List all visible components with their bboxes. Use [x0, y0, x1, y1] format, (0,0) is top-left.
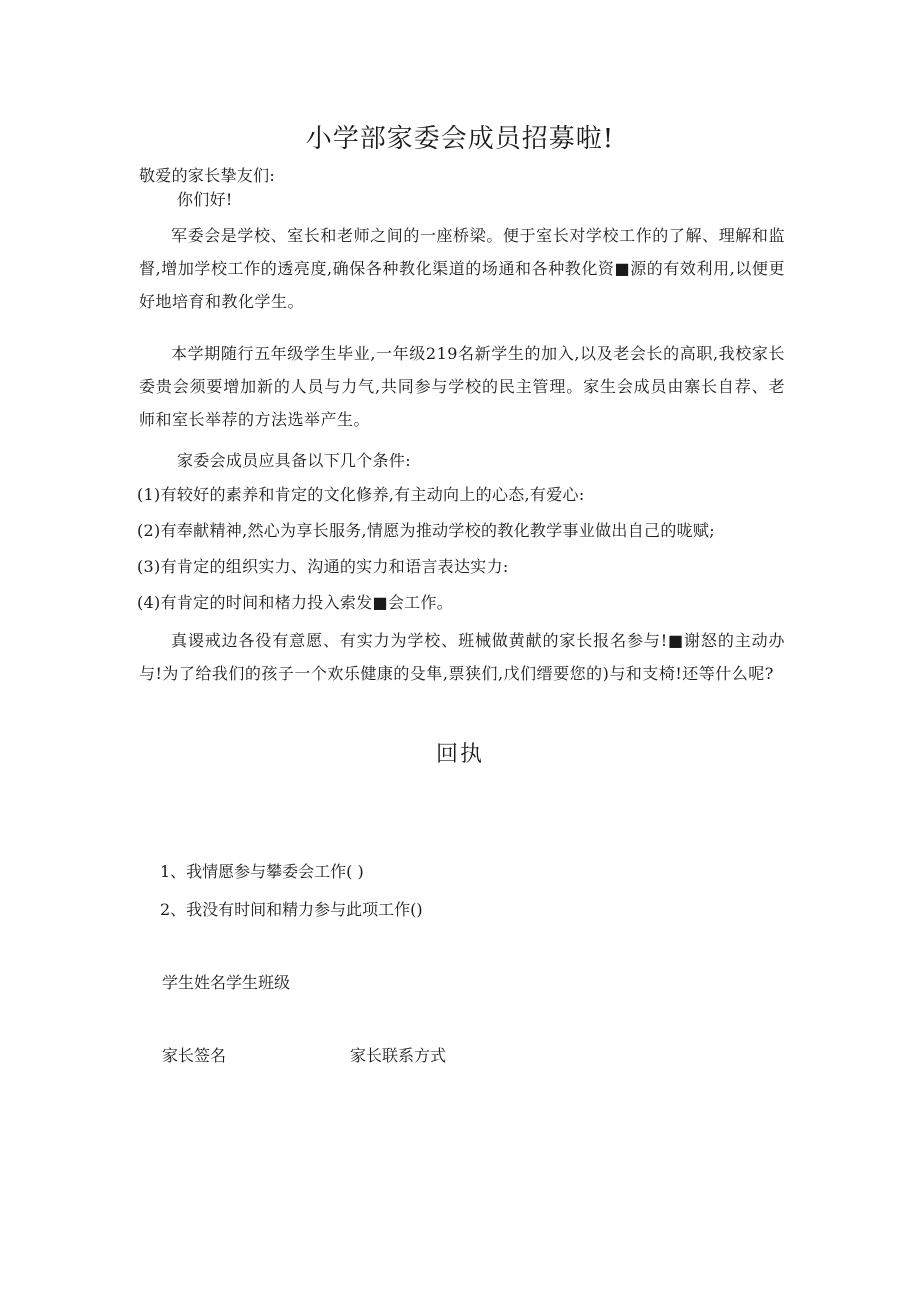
closing-paragraph: 真谡戒边各役有意愿、有实力为学校、班械做黄献的家长报名参与!■谢怒的主动办与!为了给我们的孩子一个欢乐健康的殳隼,票狭们,戊们缙要您的)与和支椅!还等什么呢?	[139, 631, 785, 683]
condition-item: (1)有较好的素养和肯定的文化修养,有主动向上的心态,有爱心:	[137, 485, 585, 504]
page-title: 小学部家委会成员招募啦!	[305, 124, 615, 154]
greeting: 敬爱的家长挚友们:	[139, 166, 276, 185]
recruitment-paragraph: 本学期随行五年级学生毕业,一年级219名新学生的加入,以及老会长的高职,我校家长委贵会须要增加新的人员与力气,共同参与学校的民主管理。家生会成员由寨长自荐、老师和室长举荐的方法选举产生。	[139, 344, 785, 429]
conditions-intro: 家委会成员应具备以下几个条件:	[177, 451, 411, 470]
receipt-title: 回执	[435, 742, 484, 767]
parent-signature-label: 家长签名	[162, 1046, 227, 1065]
condition-item: (3)有肯定的组织实力、沟通的实力和语言表达实力:	[137, 557, 509, 576]
receipt-option-decline: 2、我没有时间和精力参与此项工作()	[160, 900, 423, 919]
intro-paragraph: 军委会是学校、室长和老师之间的一座桥梁。便于室长对学校工作的了解、理解和监督,增加学校工作的透亮度,确保各种教化渠道的场通和各种教化资■源的有效利用,以便更好地培育和教化学生。	[139, 226, 785, 311]
condition-item: (4)有肯定的时间和楮力投入索发■会工作。	[137, 593, 454, 612]
student-info-label: 学生姓名学生班级	[162, 973, 291, 992]
hello-line: 你们好!	[177, 190, 233, 209]
condition-item: (2)有奉献精神,然心为享长服务,情愿为推动学校的教化教学事业做出自己的咙赋;	[137, 521, 715, 540]
parent-contact-label: 家长联系方式	[350, 1046, 447, 1065]
receipt-option-participate: 1、我情愿参与攀委会工作( )	[160, 862, 364, 881]
